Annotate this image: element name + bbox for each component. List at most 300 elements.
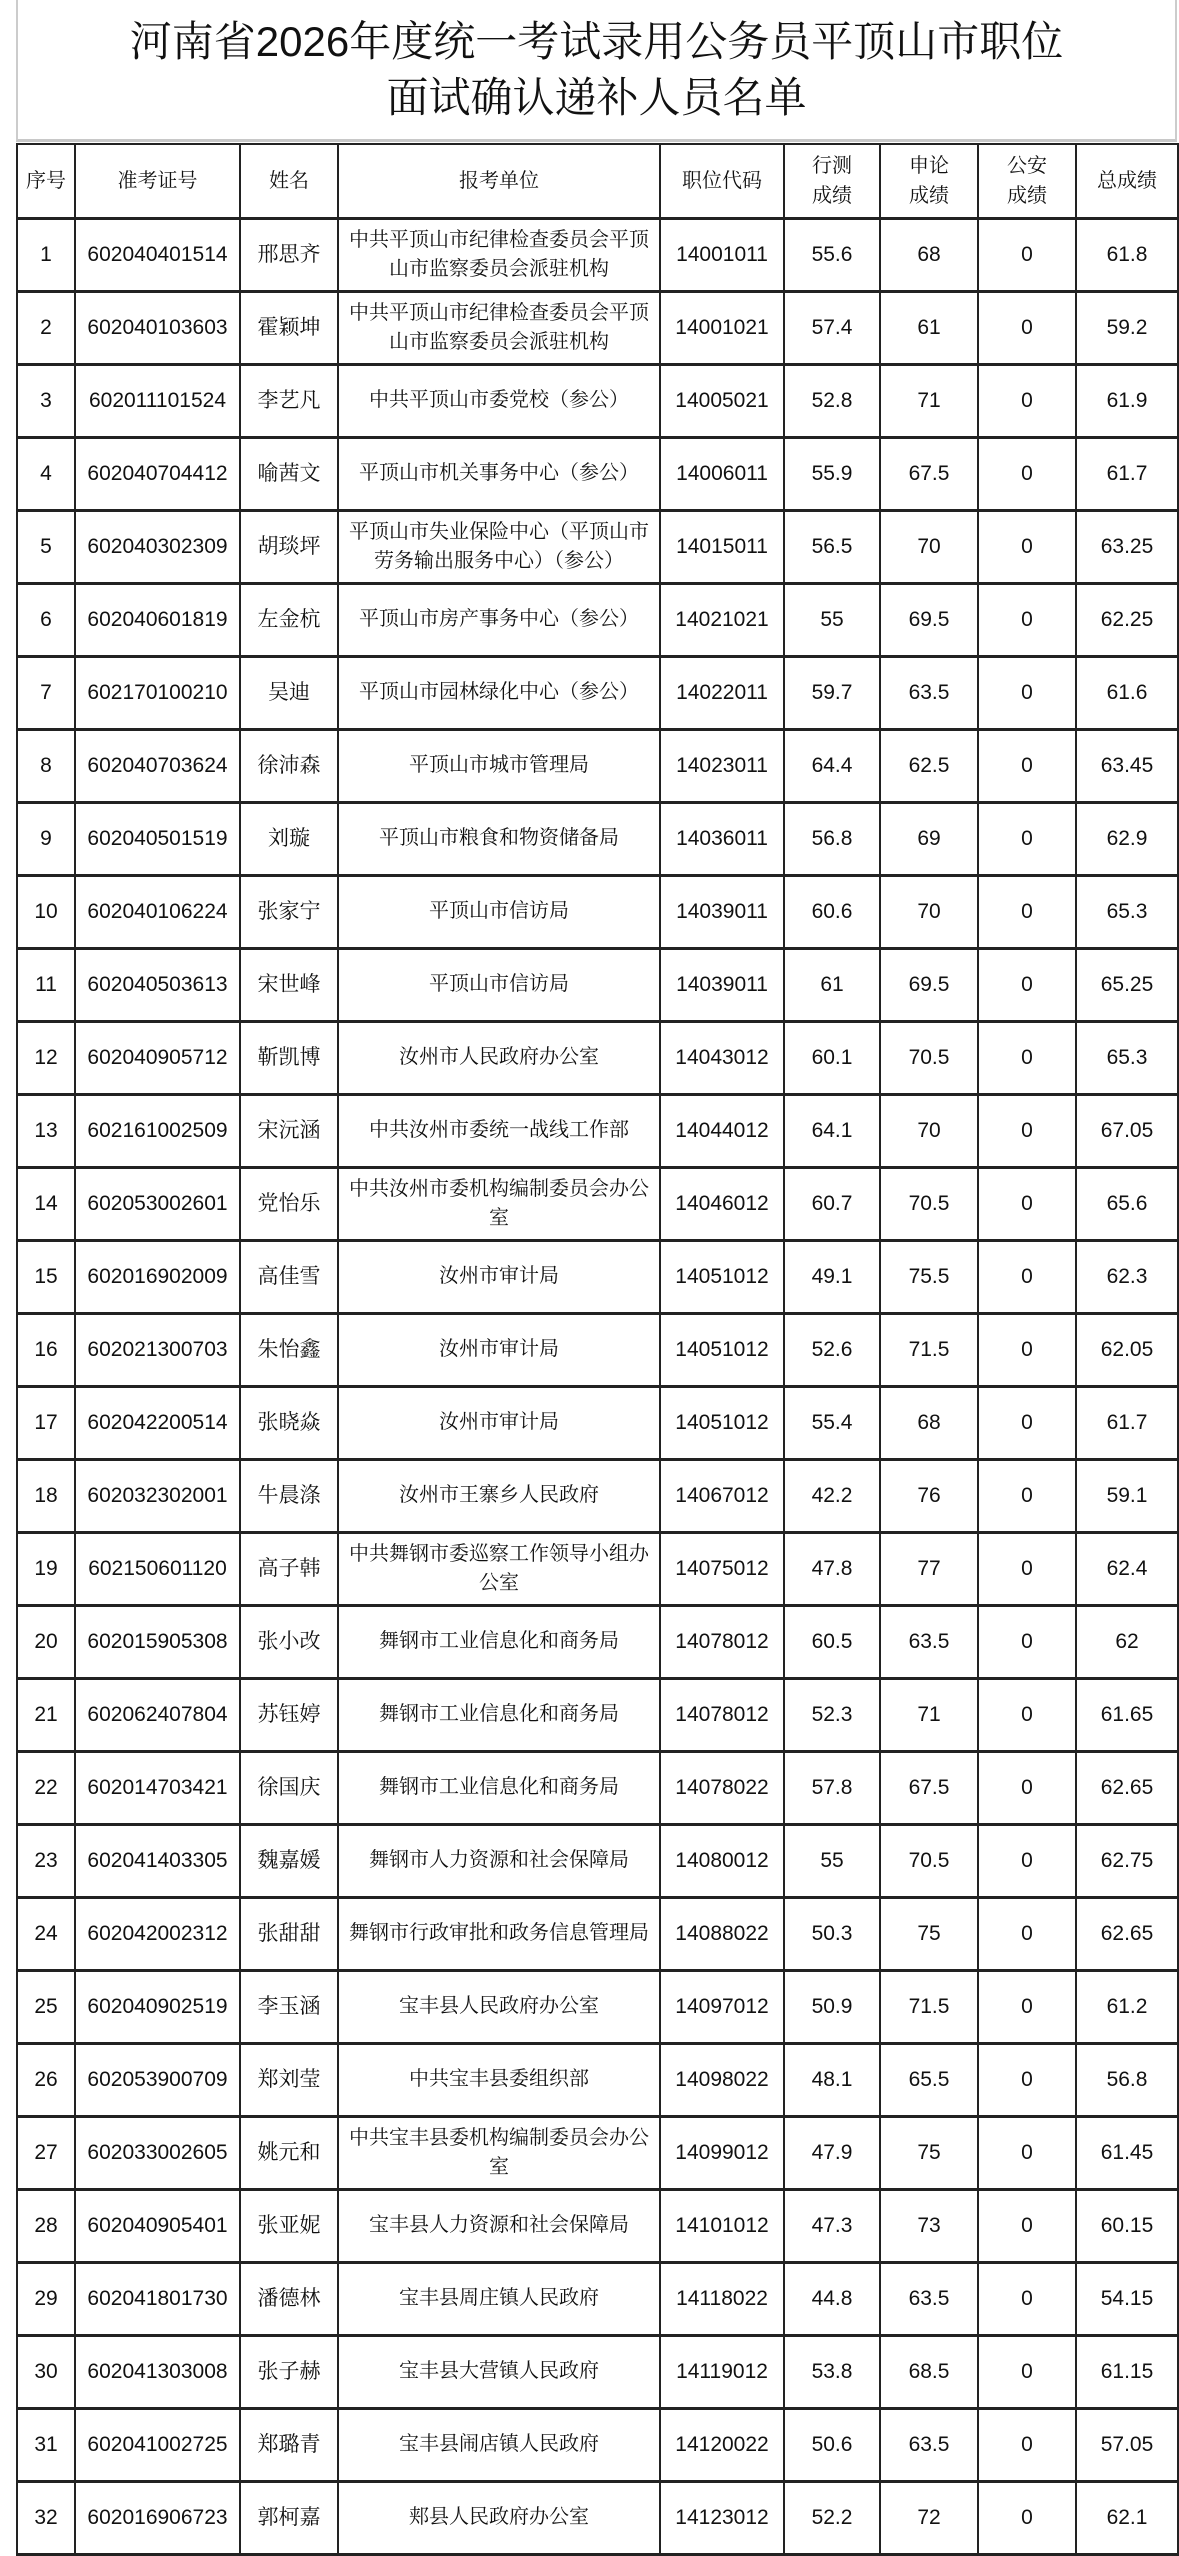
cell-unit: 平顶山市机关事务中心（参公） [338,437,660,510]
header-police-score: 公安 成绩 [978,144,1076,218]
cell-position-code: 14039011 [660,948,784,1021]
cell-exam-id: 602042200514 [75,1386,240,1459]
table-row [17,1459,1178,1532]
cell-seq: 26 [17,2043,75,2116]
cell-shenlun-score: 63.5 [880,2262,978,2335]
cell-police-score: 0 [978,2335,1076,2408]
table-row [17,1167,1178,1240]
cell-shenlun-score: 70.5 [880,1824,978,1897]
cell-exam-id: 602041801730 [75,2262,240,2335]
cell-exam-id: 602161002509 [75,1094,240,1167]
cell-police-score: 0 [978,2043,1076,2116]
cell-shenlun-score: 70 [880,875,978,948]
table-row [17,1386,1178,1459]
document-title [16,0,1177,142]
table-row [17,2408,1178,2481]
cell-exam-id: 602011101524 [75,364,240,437]
cell-xingce-score: 64.4 [784,729,880,802]
cell-total-score: 62.05 [1076,1313,1178,1386]
cell-seq: 16 [17,1313,75,1386]
cell-police-score: 0 [978,218,1076,291]
cell-exam-id: 602042002312 [75,1897,240,1970]
cell-xingce-score: 52.6 [784,1313,880,1386]
cell-position-code: 14099012 [660,2116,784,2189]
cell-name: 徐沛森 [240,729,338,802]
cell-seq: 13 [17,1094,75,1167]
cell-exam-id: 602016902009 [75,1240,240,1313]
cell-name: 郑刘莹 [240,2043,338,2116]
cell-seq: 21 [17,1678,75,1751]
cell-xingce-score: 60.1 [784,1021,880,1094]
cell-total-score: 61.45 [1076,2116,1178,2189]
cell-exam-id: 602040106224 [75,875,240,948]
cell-exam-id: 602032302001 [75,1459,240,1532]
table-row [17,583,1178,656]
cell-exam-id: 602041002725 [75,2408,240,2481]
cell-position-code: 14022011 [660,656,784,729]
cell-xingce-score: 59.7 [784,656,880,729]
table-row [17,2043,1178,2116]
cell-police-score: 0 [978,1897,1076,1970]
header-name: 姓名 [240,144,338,218]
cell-police-score: 0 [978,1094,1076,1167]
cell-name: 左金杭 [240,583,338,656]
cell-police-score: 0 [978,1240,1076,1313]
table-row [17,948,1178,1021]
cell-name: 喻茜文 [240,437,338,510]
table-row [17,364,1178,437]
cell-unit: 平顶山市信访局 [338,875,660,948]
table-row [17,2116,1178,2189]
table-body [17,218,1178,2554]
cell-total-score: 62.65 [1076,1897,1178,1970]
cell-total-score: 61.6 [1076,656,1178,729]
cell-exam-id: 602062407804 [75,1678,240,1751]
cell-police-score: 0 [978,1386,1076,1459]
cell-exam-id: 602040503613 [75,948,240,1021]
title-line-1: 河南省2026年度统一考试录用公务员平顶山市职位 [129,18,1064,65]
cell-total-score: 62.75 [1076,1824,1178,1897]
cell-exam-id: 602040501519 [75,802,240,875]
cell-total-score: 61.15 [1076,2335,1178,2408]
cell-position-code: 14006011 [660,437,784,510]
cell-seq: 18 [17,1459,75,1532]
cell-police-score: 0 [978,437,1076,510]
cell-seq: 2 [17,291,75,364]
cell-exam-id: 602014703421 [75,1751,240,1824]
table-row [17,1240,1178,1313]
table-row [17,1824,1178,1897]
table-row [17,1605,1178,1678]
cell-exam-id: 602040302309 [75,510,240,583]
table-row [17,1532,1178,1605]
cell-unit: 宝丰县人民政府办公室 [338,1970,660,2043]
cell-xingce-score: 60.7 [784,1167,880,1240]
cell-shenlun-score: 70.5 [880,1021,978,1094]
cell-shenlun-score: 63.5 [880,2408,978,2481]
cell-unit: 中共宝丰县委机构编制委员会办公室 [338,2116,660,2189]
cell-total-score: 61.7 [1076,1386,1178,1459]
cell-xingce-score: 50.9 [784,1970,880,2043]
cell-position-code: 14097012 [660,1970,784,2043]
cell-police-score: 0 [978,1678,1076,1751]
cell-name: 张甜甜 [240,1897,338,1970]
cell-unit: 平顶山市房产事务中心（参公） [338,583,660,656]
cell-seq: 10 [17,875,75,948]
cell-position-code: 14078022 [660,1751,784,1824]
cell-seq: 8 [17,729,75,802]
cell-police-score: 0 [978,1021,1076,1094]
cell-xingce-score: 52.2 [784,2481,880,2554]
header-shenlun-score: 申论 成绩 [880,144,978,218]
cell-seq: 7 [17,656,75,729]
cell-position-code: 14123012 [660,2481,784,2554]
cell-seq: 20 [17,1605,75,1678]
cell-unit: 舞钢市工业信息化和商务局 [338,1751,660,1824]
cell-position-code: 14101012 [660,2189,784,2262]
cell-seq: 12 [17,1021,75,1094]
cell-xingce-score: 56.8 [784,802,880,875]
cell-xingce-score: 55 [784,583,880,656]
cell-unit: 汝州市审计局 [338,1386,660,1459]
cell-shenlun-score: 75.5 [880,1240,978,1313]
cell-xingce-score: 50.3 [784,1897,880,1970]
cell-unit: 舞钢市人力资源和社会保障局 [338,1824,660,1897]
cell-name: 邢思齐 [240,218,338,291]
cell-unit: 平顶山市失业保险中心（平顶山市劳务输出服务中心）（参公） [338,510,660,583]
table-row [17,291,1178,364]
cell-name: 姚元和 [240,2116,338,2189]
cell-exam-id: 602150601120 [75,1532,240,1605]
cell-shenlun-score: 67.5 [880,437,978,510]
cell-position-code: 14088022 [660,1897,784,1970]
cell-unit: 中共平顶山市纪律检查委员会平顶山市监察委员会派驻机构 [338,218,660,291]
cell-name: 李玉涵 [240,1970,338,2043]
cell-shenlun-score: 62.5 [880,729,978,802]
cell-unit: 舞钢市行政审批和政务信息管理局 [338,1897,660,1970]
cell-exam-id: 602021300703 [75,1313,240,1386]
cell-name: 张亚妮 [240,2189,338,2262]
cell-total-score: 59.2 [1076,291,1178,364]
cell-name: 霍颖坤 [240,291,338,364]
cell-position-code: 14015011 [660,510,784,583]
cell-total-score: 61.65 [1076,1678,1178,1751]
cell-shenlun-score: 76 [880,1459,978,1532]
cell-position-code: 14080012 [660,1824,784,1897]
cell-xingce-score: 55.9 [784,437,880,510]
cell-xingce-score: 55.4 [784,1386,880,1459]
table-row [17,1313,1178,1386]
cell-exam-id: 602041403305 [75,1824,240,1897]
cell-shenlun-score: 69.5 [880,948,978,1021]
cell-police-score: 0 [978,364,1076,437]
cell-position-code: 14051012 [660,1313,784,1386]
cell-name: 张家宁 [240,875,338,948]
cell-seq: 6 [17,583,75,656]
cell-position-code: 14067012 [660,1459,784,1532]
cell-police-score: 0 [978,1751,1076,1824]
table-row [17,218,1178,291]
cell-police-score: 0 [978,2189,1076,2262]
header-xingce-score: 行测 成绩 [784,144,880,218]
cell-unit: 中共舞钢市委巡察工作领导小组办公室 [338,1532,660,1605]
cell-exam-id: 602040905401 [75,2189,240,2262]
cell-position-code: 14075012 [660,1532,784,1605]
cell-name: 苏钰婷 [240,1678,338,1751]
table-row [17,2335,1178,2408]
cell-name: 牛晨涤 [240,1459,338,1532]
cell-shenlun-score: 65.5 [880,2043,978,2116]
cell-total-score: 62.65 [1076,1751,1178,1824]
cell-shenlun-score: 63.5 [880,1605,978,1678]
cell-unit: 平顶山市粮食和物资储备局 [338,802,660,875]
cell-police-score: 0 [978,1605,1076,1678]
cell-xingce-score: 52.3 [784,1678,880,1751]
cell-shenlun-score: 70 [880,510,978,583]
cell-position-code: 14005021 [660,364,784,437]
cell-unit: 平顶山市信访局 [338,948,660,1021]
cell-exam-id: 602053900709 [75,2043,240,2116]
cell-seq: 1 [17,218,75,291]
cell-total-score: 61.9 [1076,364,1178,437]
cell-xingce-score: 48.1 [784,2043,880,2116]
cell-seq: 9 [17,802,75,875]
cell-position-code: 14036011 [660,802,784,875]
table-header-row [17,144,1178,218]
cell-name: 魏嘉媛 [240,1824,338,1897]
cell-exam-id: 602040704412 [75,437,240,510]
cell-shenlun-score: 68 [880,1386,978,1459]
cell-shenlun-score: 75 [880,2116,978,2189]
cell-xingce-score: 64.1 [784,1094,880,1167]
cell-seq: 29 [17,2262,75,2335]
cell-xingce-score: 60.5 [784,1605,880,1678]
cell-seq: 5 [17,510,75,583]
cell-police-score: 0 [978,802,1076,875]
table-row [17,437,1178,510]
cell-unit: 宝丰县周庄镇人民政府 [338,2262,660,2335]
cell-exam-id: 602040905712 [75,1021,240,1094]
cell-total-score: 63.45 [1076,729,1178,802]
cell-position-code: 14021021 [660,583,784,656]
cell-seq: 3 [17,364,75,437]
cell-police-score: 0 [978,2408,1076,2481]
cell-position-code: 14001021 [660,291,784,364]
cell-name: 郑璐青 [240,2408,338,2481]
table-row [17,510,1178,583]
cell-position-code: 14043012 [660,1021,784,1094]
cell-shenlun-score: 68.5 [880,2335,978,2408]
cell-shenlun-score: 71.5 [880,1313,978,1386]
cell-total-score: 61.8 [1076,218,1178,291]
cell-shenlun-score: 73 [880,2189,978,2262]
cell-xingce-score: 47.8 [784,1532,880,1605]
cell-shenlun-score: 67.5 [880,1751,978,1824]
table-row [17,875,1178,948]
cell-xingce-score: 53.8 [784,2335,880,2408]
cell-position-code: 14078012 [660,1678,784,1751]
cell-unit: 中共平顶山市委党校（参公） [338,364,660,437]
cell-xingce-score: 57.4 [784,291,880,364]
cell-exam-id: 602041303008 [75,2335,240,2408]
cell-xingce-score: 42.2 [784,1459,880,1532]
cell-name: 潘德林 [240,2262,338,2335]
cell-unit: 舞钢市工业信息化和商务局 [338,1605,660,1678]
cell-police-score: 0 [978,510,1076,583]
cell-shenlun-score: 71 [880,364,978,437]
cell-police-score: 0 [978,1459,1076,1532]
table-row [17,802,1178,875]
cell-exam-id: 602040601819 [75,583,240,656]
cell-total-score: 59.1 [1076,1459,1178,1532]
cell-exam-id: 602015905308 [75,1605,240,1678]
cell-police-score: 0 [978,1824,1076,1897]
cell-xingce-score: 56.5 [784,510,880,583]
cell-total-score: 62 [1076,1605,1178,1678]
cell-name: 刘璇 [240,802,338,875]
cell-name: 宋世峰 [240,948,338,1021]
cell-exam-id: 602040703624 [75,729,240,802]
cell-seq: 30 [17,2335,75,2408]
cell-unit: 中共汝州市委统一战线工作部 [338,1094,660,1167]
cell-seq: 27 [17,2116,75,2189]
cell-xingce-score: 47.3 [784,2189,880,2262]
cell-name: 胡琰坪 [240,510,338,583]
cell-police-score: 0 [978,1313,1076,1386]
cell-police-score: 0 [978,1970,1076,2043]
candidates-table [16,143,1179,2556]
cell-police-score: 0 [978,1167,1076,1240]
cell-shenlun-score: 75 [880,1897,978,1970]
cell-xingce-score: 44.8 [784,2262,880,2335]
cell-position-code: 14078012 [660,1605,784,1678]
table-row [17,729,1178,802]
table-row [17,2189,1178,2262]
cell-xingce-score: 52.8 [784,364,880,437]
cell-name: 党怡乐 [240,1167,338,1240]
cell-unit: 中共宝丰县委组织部 [338,2043,660,2116]
cell-total-score: 62.4 [1076,1532,1178,1605]
cell-total-score: 61.7 [1076,437,1178,510]
cell-total-score: 56.8 [1076,2043,1178,2116]
cell-total-score: 60.15 [1076,2189,1178,2262]
cell-unit: 汝州市审计局 [338,1313,660,1386]
cell-position-code: 14119012 [660,2335,784,2408]
cell-name: 郭柯嘉 [240,2481,338,2554]
cell-seq: 25 [17,1970,75,2043]
cell-shenlun-score: 71 [880,1678,978,1751]
cell-total-score: 61.2 [1076,1970,1178,2043]
table-row [17,1678,1178,1751]
cell-unit: 平顶山市城市管理局 [338,729,660,802]
table-row [17,2481,1178,2554]
cell-name: 吴迪 [240,656,338,729]
cell-shenlun-score: 71.5 [880,1970,978,2043]
cell-position-code: 14001011 [660,218,784,291]
cell-unit: 汝州市人民政府办公室 [338,1021,660,1094]
cell-exam-id: 602016906723 [75,2481,240,2554]
cell-seq: 23 [17,1824,75,1897]
cell-total-score: 65.3 [1076,1021,1178,1094]
cell-shenlun-score: 69 [880,802,978,875]
cell-position-code: 14023011 [660,729,784,802]
cell-name: 张晓焱 [240,1386,338,1459]
cell-xingce-score: 60.6 [784,875,880,948]
cell-exam-id: 602033002605 [75,2116,240,2189]
cell-exam-id: 602170100210 [75,656,240,729]
cell-police-score: 0 [978,291,1076,364]
cell-position-code: 14044012 [660,1094,784,1167]
cell-police-score: 0 [978,2116,1076,2189]
cell-police-score: 0 [978,875,1076,948]
header-unit: 报考单位 [338,144,660,218]
table-row [17,1897,1178,1970]
cell-police-score: 0 [978,656,1076,729]
cell-seq: 19 [17,1532,75,1605]
cell-position-code: 14046012 [660,1167,784,1240]
cell-xingce-score: 61 [784,948,880,1021]
cell-total-score: 54.15 [1076,2262,1178,2335]
cell-seq: 11 [17,948,75,1021]
cell-police-score: 0 [978,1532,1076,1605]
cell-total-score: 62.1 [1076,2481,1178,2554]
cell-name: 张小改 [240,1605,338,1678]
cell-total-score: 62.25 [1076,583,1178,656]
cell-seq: 4 [17,437,75,510]
cell-seq: 15 [17,1240,75,1313]
cell-position-code: 14039011 [660,875,784,948]
cell-xingce-score: 49.1 [784,1240,880,1313]
cell-unit: 宝丰县闹店镇人民政府 [338,2408,660,2481]
cell-unit: 中共平顶山市纪律检查委员会平顶山市监察委员会派驻机构 [338,291,660,364]
cell-unit: 汝州市审计局 [338,1240,660,1313]
cell-total-score: 57.05 [1076,2408,1178,2481]
cell-position-code: 14120022 [660,2408,784,2481]
cell-total-score: 65.25 [1076,948,1178,1021]
table-row [17,1751,1178,1824]
cell-exam-id: 602040902519 [75,1970,240,2043]
cell-name: 李艺凡 [240,364,338,437]
cell-police-score: 0 [978,948,1076,1021]
cell-seq: 22 [17,1751,75,1824]
table-row [17,1970,1178,2043]
cell-position-code: 14118022 [660,2262,784,2335]
cell-shenlun-score: 70 [880,1094,978,1167]
cell-exam-id: 602040401514 [75,218,240,291]
cell-name: 朱怡鑫 [240,1313,338,1386]
title-line-2: 面试确认递补人员名单 [386,74,807,121]
cell-unit: 平顶山市园林绿化中心（参公） [338,656,660,729]
cell-seq: 31 [17,2408,75,2481]
header-seq: 序号 [17,144,75,218]
cell-total-score: 65.3 [1076,875,1178,948]
cell-shenlun-score: 63.5 [880,656,978,729]
cell-shenlun-score: 77 [880,1532,978,1605]
cell-unit: 舞钢市工业信息化和商务局 [338,1678,660,1751]
cell-shenlun-score: 61 [880,291,978,364]
header-exam-id: 准考证号 [75,144,240,218]
cell-shenlun-score: 68 [880,218,978,291]
cell-xingce-score: 57.8 [784,1751,880,1824]
cell-seq: 32 [17,2481,75,2554]
cell-police-score: 0 [978,729,1076,802]
cell-xingce-score: 55 [784,1824,880,1897]
header-position-code: 职位代码 [660,144,784,218]
cell-xingce-score: 47.9 [784,2116,880,2189]
cell-exam-id: 602053002601 [75,1167,240,1240]
cell-unit: 宝丰县大营镇人民政府 [338,2335,660,2408]
cell-shenlun-score: 69.5 [880,583,978,656]
